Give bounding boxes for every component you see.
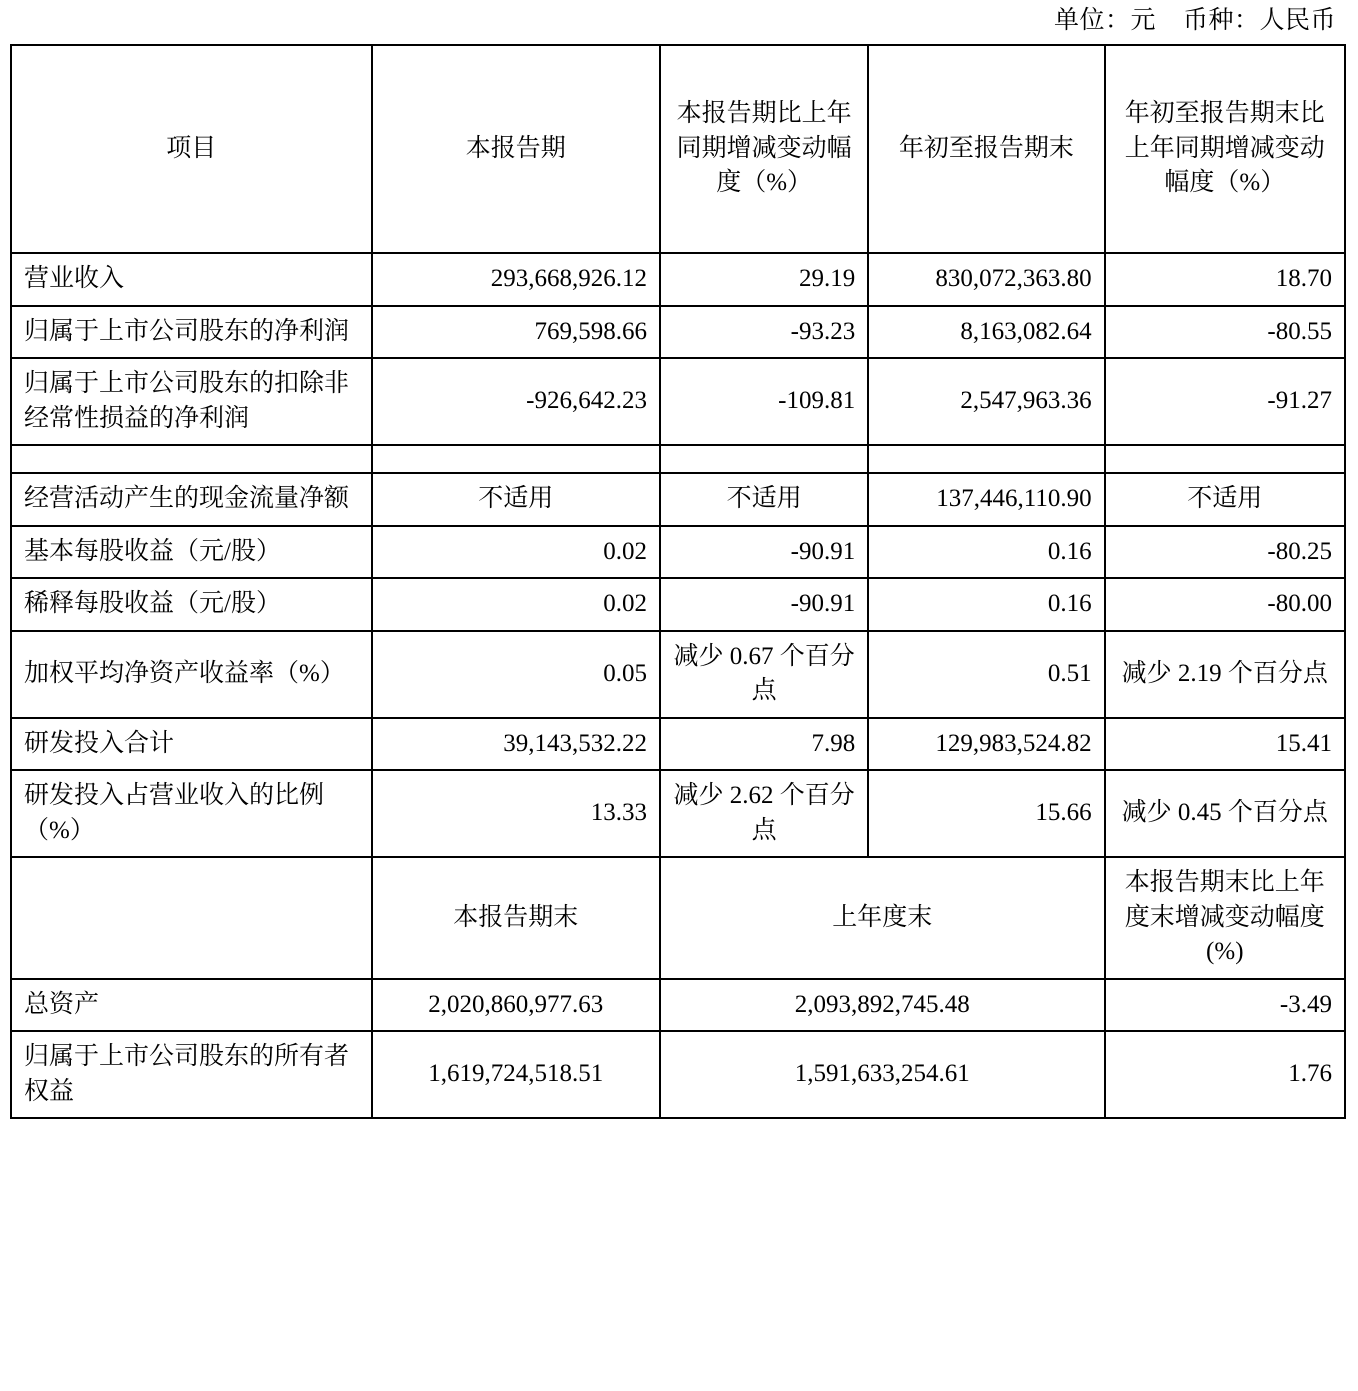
row-ytd: 830,072,363.80 bbox=[868, 253, 1104, 306]
table-header-row bbox=[11, 45, 1345, 253]
row-ytd-yoy: 15.41 bbox=[1105, 718, 1345, 771]
table-section-separator bbox=[11, 445, 1345, 473]
header-current-yoy: 本报告期比上年同期增减变动幅度（%） bbox=[660, 45, 868, 253]
row-current-yoy: -90.91 bbox=[660, 578, 868, 631]
table-row bbox=[11, 979, 1345, 1032]
row-ytd: 0.51 bbox=[868, 631, 1104, 718]
row-current-yoy: -93.23 bbox=[660, 306, 868, 359]
row-current-yoy: 不适用 bbox=[660, 473, 868, 526]
row-ytd-yoy: 减少 0.45 个百分点 bbox=[1105, 770, 1345, 857]
row-label: 总资产 bbox=[11, 979, 372, 1032]
row-current: 0.02 bbox=[372, 578, 660, 631]
row-ytd-yoy: -91.27 bbox=[1105, 358, 1345, 445]
row-ytd: 129,983,524.82 bbox=[868, 718, 1104, 771]
financial-summary-table bbox=[10, 44, 1346, 1119]
row-last-year-end: 2,093,892,745.48 bbox=[660, 979, 1105, 1032]
row-current: 不适用 bbox=[372, 473, 660, 526]
row-ytd: 0.16 bbox=[868, 578, 1104, 631]
row-current: -926,642.23 bbox=[372, 358, 660, 445]
row-ytd-yoy: -80.55 bbox=[1105, 306, 1345, 359]
row-current: 769,598.66 bbox=[372, 306, 660, 359]
row-ytd-yoy: 不适用 bbox=[1105, 473, 1345, 526]
row-label: 稀释每股收益（元/股） bbox=[11, 578, 372, 631]
row-current: 13.33 bbox=[372, 770, 660, 857]
row-ytd-yoy: 减少 2.19 个百分点 bbox=[1105, 631, 1345, 718]
table-row bbox=[11, 631, 1345, 718]
table-row bbox=[11, 1031, 1345, 1118]
header2-item bbox=[11, 857, 372, 979]
row-current-yoy: 29.19 bbox=[660, 253, 868, 306]
row-current-yoy: -90.91 bbox=[660, 526, 868, 579]
row-ytd-yoy: -80.00 bbox=[1105, 578, 1345, 631]
row-label: 营业收入 bbox=[11, 253, 372, 306]
row-label: 归属于上市公司股东的净利润 bbox=[11, 306, 372, 359]
row-label: 归属于上市公司股东的所有者权益 bbox=[11, 1031, 372, 1118]
table-row bbox=[11, 473, 1345, 526]
row-ytd: 8,163,082.64 bbox=[868, 306, 1104, 359]
separator-cell bbox=[372, 445, 660, 473]
row-ytd: 0.16 bbox=[868, 526, 1104, 579]
row-change: -3.49 bbox=[1105, 979, 1345, 1032]
unit-currency-note: 单位：元 币种：人民币 bbox=[1053, 7, 1336, 34]
table-row bbox=[11, 526, 1345, 579]
row-label: 归属于上市公司股东的扣除非经常性损益的净利润 bbox=[11, 358, 372, 445]
header-ytd-yoy: 年初至报告期末比上年同期增减变动幅度（%） bbox=[1105, 45, 1345, 253]
row-label: 研发投入合计 bbox=[11, 718, 372, 771]
table-row bbox=[11, 358, 1345, 445]
row-label: 研发投入占营业收入的比例（%） bbox=[11, 770, 372, 857]
separator-cell bbox=[660, 445, 868, 473]
row-current-yoy: 减少 2.62 个百分点 bbox=[660, 770, 868, 857]
row-period-end: 2,020,860,977.63 bbox=[372, 979, 660, 1032]
table-row bbox=[11, 770, 1345, 857]
header2-change: 本报告期末比上年度末增减变动幅度(%) bbox=[1105, 857, 1345, 979]
row-current-yoy: 减少 0.67 个百分点 bbox=[660, 631, 868, 718]
row-label: 基本每股收益（元/股） bbox=[11, 526, 372, 579]
header2-last-year-end: 上年度末 bbox=[660, 857, 1105, 979]
header2-period-end: 本报告期末 bbox=[372, 857, 660, 979]
row-last-year-end: 1,591,633,254.61 bbox=[660, 1031, 1105, 1118]
row-ytd-yoy: -80.25 bbox=[1105, 526, 1345, 579]
row-ytd: 15.66 bbox=[868, 770, 1104, 857]
table-header-row-2 bbox=[11, 857, 1345, 979]
header-current-period: 本报告期 bbox=[372, 45, 660, 253]
header-ytd: 年初至报告期末 bbox=[868, 45, 1104, 253]
table-row bbox=[11, 718, 1345, 771]
row-period-end: 1,619,724,518.51 bbox=[372, 1031, 660, 1118]
row-label: 加权平均净资产收益率（%） bbox=[11, 631, 372, 718]
row-label: 经营活动产生的现金流量净额 bbox=[11, 473, 372, 526]
row-current: 39,143,532.22 bbox=[372, 718, 660, 771]
row-current-yoy: 7.98 bbox=[660, 718, 868, 771]
row-ytd: 2,547,963.36 bbox=[868, 358, 1104, 445]
separator-cell bbox=[11, 445, 372, 473]
row-current-yoy: -109.81 bbox=[660, 358, 868, 445]
row-ytd-yoy: 18.70 bbox=[1105, 253, 1345, 306]
row-current: 293,668,926.12 bbox=[372, 253, 660, 306]
header-item: 项目 bbox=[11, 45, 372, 253]
separator-cell bbox=[868, 445, 1104, 473]
separator-cell bbox=[1105, 445, 1345, 473]
row-change: 1.76 bbox=[1105, 1031, 1345, 1118]
table-row bbox=[11, 306, 1345, 359]
table-row bbox=[11, 578, 1345, 631]
row-ytd: 137,446,110.90 bbox=[868, 473, 1104, 526]
table-row bbox=[11, 253, 1345, 306]
row-current: 0.02 bbox=[372, 526, 660, 579]
row-current: 0.05 bbox=[372, 631, 660, 718]
